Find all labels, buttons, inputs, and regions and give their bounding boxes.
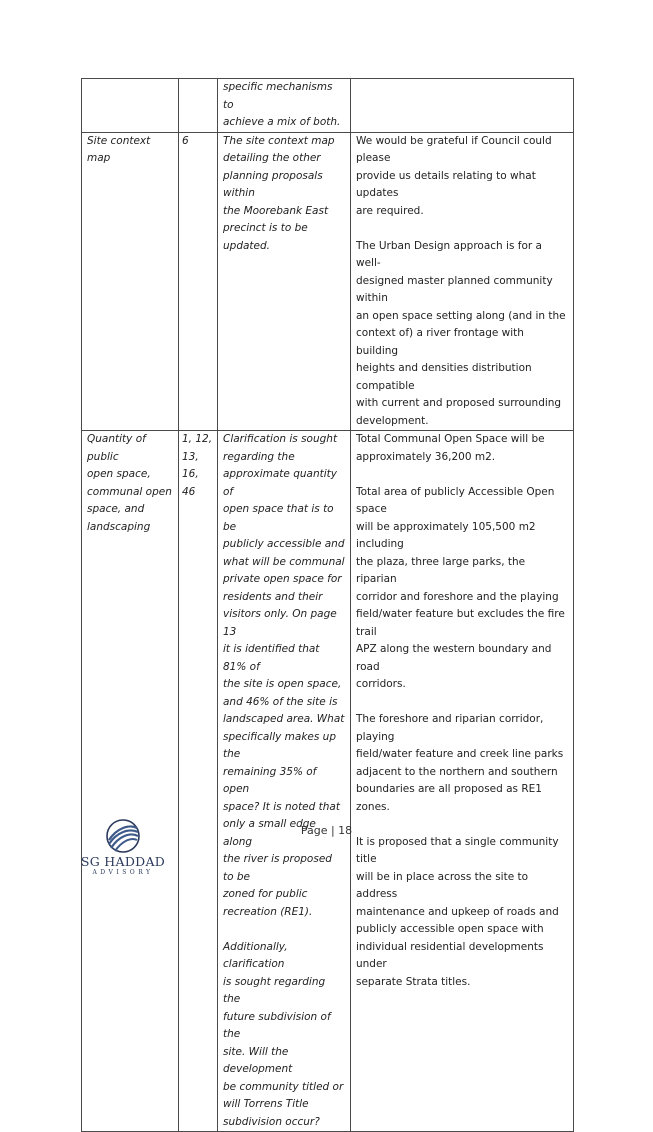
response-cell: We would be grateful if Council could please provide us details relating to what updates are required. The Urban Design approach is for a well- designed master planned community within an open space setting along (and in the context of) a river frontage with building heights and densities distribution compatible with current and proposed surrounding development. [351,132,574,431]
company-logo [78,818,168,878]
page-ref-cell [179,79,218,133]
table-row [82,132,574,431]
logo-name: SG HADDAD [80,854,166,869]
comment-cell: The site context map detailing the other planning proposals within the Moorebank East precinct is to be updated. [218,132,351,431]
response-cell: Total Communal Open Space will be approximately 36,200 m2. Total area of publicly Accessible Open space will be approximately 105,500 m2 including the plaza, three large parks, the riparian corridor and foreshore and the playing field/water feature but excludes the fire trail APZ along the western boundary and road corridors. The foreshore and riparian corridor, playing field/water feature and creek line parks adjacent to the northern and southern boundaries are all proposed as RE1 zones. It is proposed that a single community title will be in place across the site to address maintenance and upkeep of roads and publicly accessible open space with individual residential developments under separate Strata titles. [351,431,574,1132]
page-ref-cell: 6 [179,132,218,431]
page-ref-cell: 1, 12, 13, 16, 46 [179,431,218,1132]
comments-table [81,78,574,1132]
table-row [82,79,574,133]
topic-cell [82,79,179,133]
logo-subtitle: ADVISORY [92,869,154,876]
comment-cell: Clarification is sought regarding the approximate quantity of open space that is to be publicly accessible and what will be communal private open space for residents and their visitors only. On page 13 it is identified that 81% of the site is open space, and 46% of the site is landscaped area. What specifically makes up the remaining 35% of open space? It is noted that only a small edge along the river is proposed to be zoned for public recreation (RE1). Additionally, clarification is sought regarding the future subdivision of the site. Will the development be community titled or will Torrens Title subdivision occur? [218,431,351,1132]
page-number: Page | 18 [300,824,353,837]
comment-cell: specific mechanisms to achieve a mix of both. [218,79,351,133]
globe-logo-icon [103,818,143,854]
response-cell [351,79,574,133]
table-row [82,431,574,1132]
topic-cell: Site context map [82,132,179,431]
topic-cell: Quantity of public open space, communal open space, and landscaping [82,431,179,1132]
